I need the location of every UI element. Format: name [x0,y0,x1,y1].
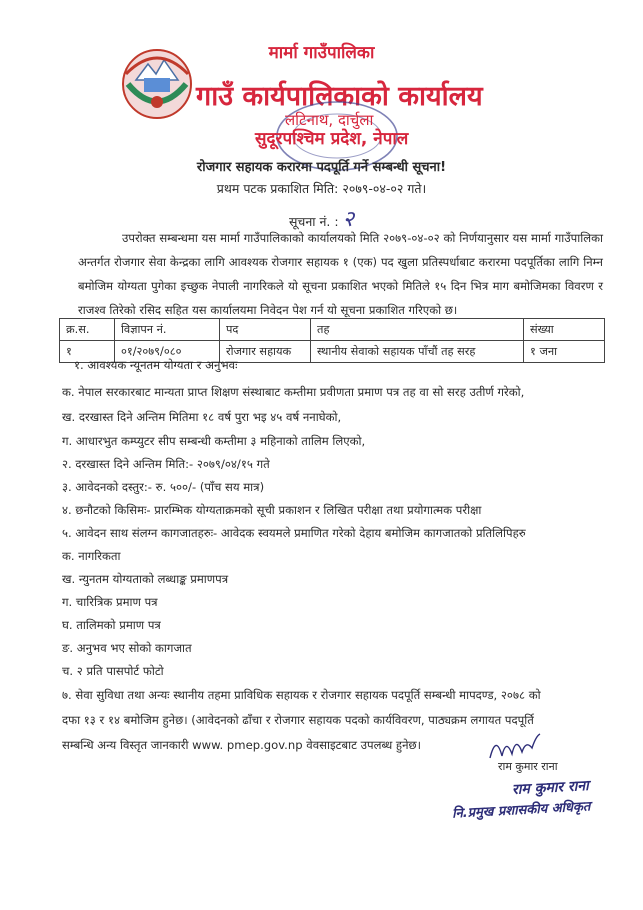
signature-stamp-name: राम कुमार राना [511,778,590,798]
table-header: क्र.स. [60,319,115,341]
table-header: संख्या [524,319,605,341]
table-cell: १ जना [524,341,605,363]
table-cell: रोजगार सहायक [220,341,311,363]
list-item: घ. तालिमको प्रमाण पत्र [62,618,161,632]
publication-date: प्रथम पटक प्रकाशित मिति: २०७९-०४-०२ गते। [216,181,427,196]
province-name: सुदूरपश्चिम प्रदेश, नेपाल [255,129,409,149]
notice-number-label: सूचना नं. : [288,214,339,229]
list-item: ५. आवेदन साथ संलग्न कागजातहरुः- आवेदक स्वयमले प्रमाणित गरेको देहाय बमोजिम कागजातको प्रतिलिपिहरु [62,526,526,540]
signatory-name: राम कुमार राना [498,760,558,773]
notice-body: उपरोक्त सम्बन्धमा यस मार्मा गाउँपालिकाको कार्यालयको मिति २०७९-०४-०२ को निर्णयानुसार यस मार्मा गाउँपालिका अन्तर्गत रोजगार सेवा केन्द्रका लागि आवश्यक रोजगार सहायक १ (एक) पद खुला प्रतिस्पर्धाबाट करारमा पदपूर्तिका लागि निम्न बमोजिम योग्यता पुगेका इच्छुक नेपाली नागरिकले यो सूचना प्रकाशित भएको मितिले १५ दिन भित्र माग बमोजिमका विवरण र राजश्व तिरेको रसिद सहित यस कार्यालयमा निवेदन पेश गर्न यो सूचना प्रकाशित गरिएको छ। [78,231,603,317]
clause-7-line-2: दफा १३ र १४ बमोजिम हुनेछ। (आवेदनको ढाँचा र रोजगार सहायक पदको कार्यविवरण, पाठ्यक्रम लगायत पदपूर्ति [62,713,534,727]
list-item: ४. छनौटको किसिमः- प्रारम्भिक योग्यताक्रमको सूची प्रकाशन र लिखित परीक्षा तथा प्रयोगात्मक परीक्षा [62,503,482,517]
list-item: ख. दरखास्त दिने अन्तिम मितिमा १८ वर्ष पुरा भइ ४५ वर्ष ननाघेको, [62,410,342,424]
table-header: तह [311,319,524,341]
table-header: विज्ञापन नं. [115,319,220,341]
office-location: लटिनाथ, दार्चुला [285,111,374,129]
notice-title: रोजगार सहायक करारमा पदपूर्ति गर्ने सम्बन्धी सूचना! [196,160,447,175]
list-item: ग. आधारभुत कम्प्युटर सीप सम्बन्धी कम्तीमा ३ महिनाको तालिम लिएको, [62,434,366,448]
list-item: २. दरखास्त दिने अन्तिम मिति:- २०७९/०४/१५ गते [62,457,270,471]
clause-7-line-1: ७. सेवा सुविधा तथा अन्यः स्थानीय तहमा प्राविधिक सहायक र रोजगार सहायक पदपूर्ति सम्बन्धी मापदण्ड, २०७८ को [62,688,541,702]
clause-7-line-3: सम्बन्धि अन्य विस्तृत जानकारी www. pmep.gov.np वेवसाइटबाट उपलब्ध हुनेछ। [62,738,422,752]
list-item: ग. चारित्रिक प्रमाण पत्र [62,595,158,609]
notice-number-value: २ [342,207,355,232]
table-header-row [60,319,605,341]
office-name: गाउँ कार्यपालिकाको कार्यालय [196,81,483,112]
list-item: ३. आवेदनको दस्तुर:- रु. ५००/- (पाँच सय मात्र) [62,480,265,494]
table-header: पद [220,319,311,341]
table-cell: ०१/२०७९/०८० [115,341,220,363]
table-cell: १ [60,341,115,363]
list-item: क. नागरिकता [62,549,121,563]
municipality-name: मार्मा गाउँपालिका [268,43,375,63]
list-item: च. २ प्रति पासपोर्ट फोटो [62,664,164,678]
list-item: ङ. अनुभव भए सोको कागजात [62,641,192,655]
table-cell: स्थानीय सेवाको सहायक पाँचौं तह सरह [311,341,524,363]
signature-stamp-title: नि.प्रमुख प्रशासकीय अधिकृत [451,799,591,822]
list-item: ख. न्युनतम योग्यताको लब्धाङ्क प्रमाणपत्र [62,572,229,586]
list-item: क. नेपाल सरकारबाट मान्यता प्राप्त शिक्षण संस्थाबाट कम्तीमा प्रवीणता प्रमाण पत्र तह वा सो सरह उतीर्ण गरेको, [62,385,525,399]
vacancy-table [59,318,605,363]
list-item: १. आवश्यक न्यूनतम योग्यता र अनुभवः [74,358,238,372]
